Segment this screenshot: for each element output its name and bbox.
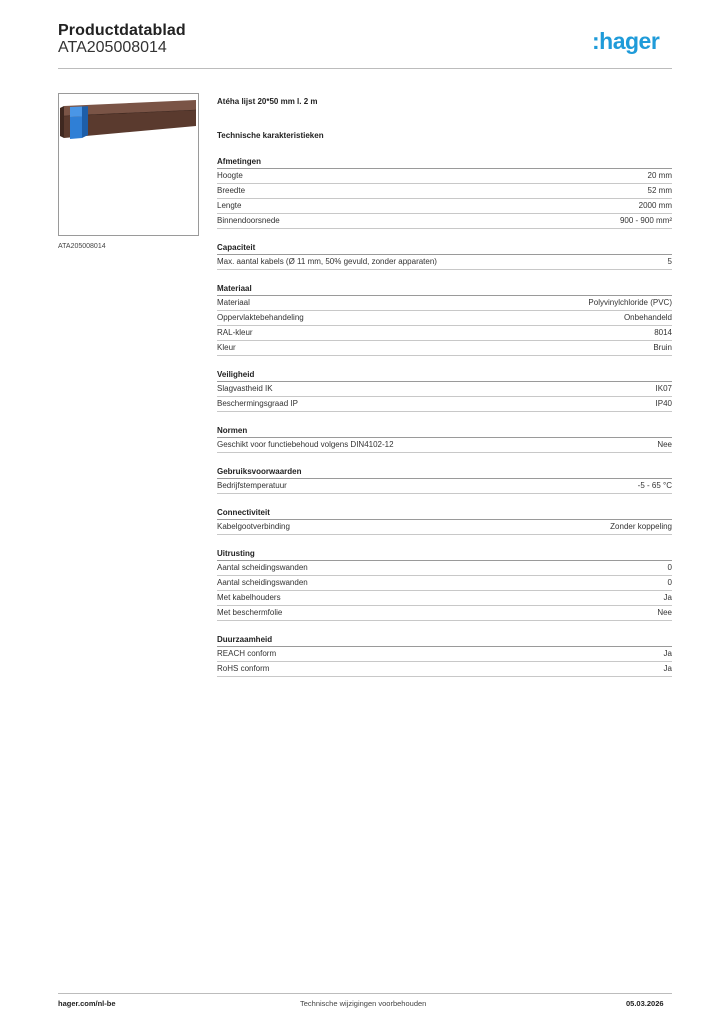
- spec-value: 900 - 900 mm²: [619, 216, 672, 225]
- spec-label: Kleur: [217, 343, 236, 352]
- spec-row: [217, 311, 672, 326]
- image-caption: ATA205008014: [58, 243, 106, 250]
- spec-label: Aantal scheidingswanden: [217, 563, 308, 572]
- spec-section: [217, 507, 672, 535]
- spec-label: Geschikt voor functiebehoud volgens DIN4102-12: [217, 440, 394, 449]
- spec-section: [217, 466, 672, 494]
- header-divider: [58, 68, 672, 69]
- spec-value: IP40: [655, 399, 672, 408]
- spec-section: [217, 156, 672, 229]
- spec-section: [217, 548, 672, 621]
- spec-value: Ja: [663, 593, 672, 602]
- spec-label: Breedte: [217, 186, 246, 195]
- spec-content: [217, 96, 672, 677]
- spec-row: [217, 184, 672, 199]
- spec-section: [217, 425, 672, 453]
- spec-section: [217, 283, 672, 356]
- spec-label: Aantal scheidingswanden: [217, 578, 308, 587]
- section-title: Veiligheid: [217, 369, 672, 382]
- spec-label: Bedrijfstemperatuur: [217, 481, 287, 490]
- spec-row: [217, 397, 672, 412]
- section-title: Uitrusting: [217, 548, 672, 561]
- spec-row: [217, 382, 672, 397]
- spec-value: Nee: [657, 440, 672, 449]
- product-image: [58, 93, 199, 236]
- spec-row: [217, 169, 672, 184]
- spec-row: [217, 199, 672, 214]
- spec-label: Lengte: [217, 201, 242, 210]
- hager-logo: :hager: [592, 28, 660, 54]
- spec-sections: [217, 156, 672, 677]
- spec-value: 0: [667, 563, 672, 572]
- section-title: Gebruiksvoorwaarden: [217, 466, 672, 479]
- spec-subtitle: Technische karakteristieken: [217, 131, 324, 140]
- section-title: Materiaal: [217, 283, 672, 296]
- spec-row: [217, 479, 672, 494]
- spec-value: Onbehandeld: [623, 313, 672, 322]
- spec-row: [217, 606, 672, 621]
- spec-label: Beschermingsgraad IP: [217, 399, 298, 408]
- spec-label: Binnendoorsnede: [217, 216, 280, 225]
- spec-row: [217, 576, 672, 591]
- spec-value: IK07: [655, 384, 672, 393]
- page-title: Productdatablad: [58, 22, 186, 39]
- spec-value: Zonder koppeling: [610, 522, 672, 531]
- footer-date: 05.03.2026: [626, 999, 664, 1008]
- spec-label: REACH conform: [217, 649, 277, 658]
- footer-url: hager.com/nl-be: [58, 999, 116, 1008]
- section-title: Duurzaamheid: [217, 634, 672, 647]
- spec-section: [217, 242, 672, 270]
- spec-label: RAL-kleur: [217, 328, 253, 337]
- product-code: ATA205008014: [58, 39, 167, 56]
- spec-label: Kabelgootverbinding: [217, 522, 290, 531]
- spec-value: 5: [667, 257, 672, 266]
- spec-label: Slagvastheid IK: [217, 384, 273, 393]
- spec-row: [217, 255, 672, 270]
- section-title: Capaciteit: [217, 242, 672, 255]
- spec-row: [217, 561, 672, 576]
- spec-value: Ja: [663, 649, 672, 658]
- footer-divider: [58, 993, 672, 994]
- product-name: Atéha lijst 20*50 mm l. 2 m: [217, 97, 318, 106]
- section-title: Connectiviteit: [217, 507, 672, 520]
- spec-label: Met beschermfolie: [217, 608, 283, 617]
- spec-value: 20 mm: [647, 171, 672, 180]
- spec-row: [217, 591, 672, 606]
- spec-label: Max. aantal kabels (Ø 11 mm, 50% gevuld, zonder apparaten): [217, 257, 437, 266]
- spec-label: Materiaal: [217, 298, 250, 307]
- spec-row: [217, 326, 672, 341]
- spec-label: Oppervlaktebehandeling: [217, 313, 304, 322]
- spec-row: [217, 214, 672, 229]
- spec-label: Hoogte: [217, 171, 243, 180]
- footer-disclaimer: Technische wijzigingen voorbehouden: [300, 999, 427, 1008]
- spec-value: 2000 mm: [638, 201, 672, 210]
- spec-value: 0: [667, 578, 672, 587]
- spec-section: [217, 369, 672, 412]
- spec-row: [217, 647, 672, 662]
- spec-section: [217, 634, 672, 677]
- spec-value: Polyvinylchloride (PVC): [588, 298, 672, 307]
- spec-value: -5 - 65 °C: [637, 481, 672, 490]
- spec-row: [217, 296, 672, 311]
- cable-trunking-illustration: [59, 94, 198, 235]
- spec-value: Ja: [663, 664, 672, 673]
- spec-row: [217, 341, 672, 356]
- spec-label: Met kabelhouders: [217, 593, 281, 602]
- spec-value: Nee: [657, 608, 672, 617]
- spec-label: RoHS conform: [217, 664, 270, 673]
- spec-row: [217, 438, 672, 453]
- spec-value: 8014: [654, 328, 672, 337]
- spec-row: [217, 520, 672, 535]
- spec-value: 52 mm: [647, 186, 672, 195]
- spec-row: [217, 662, 672, 677]
- section-title: Afmetingen: [217, 156, 672, 169]
- section-title: Normen: [217, 425, 672, 438]
- spec-value: Bruin: [653, 343, 672, 352]
